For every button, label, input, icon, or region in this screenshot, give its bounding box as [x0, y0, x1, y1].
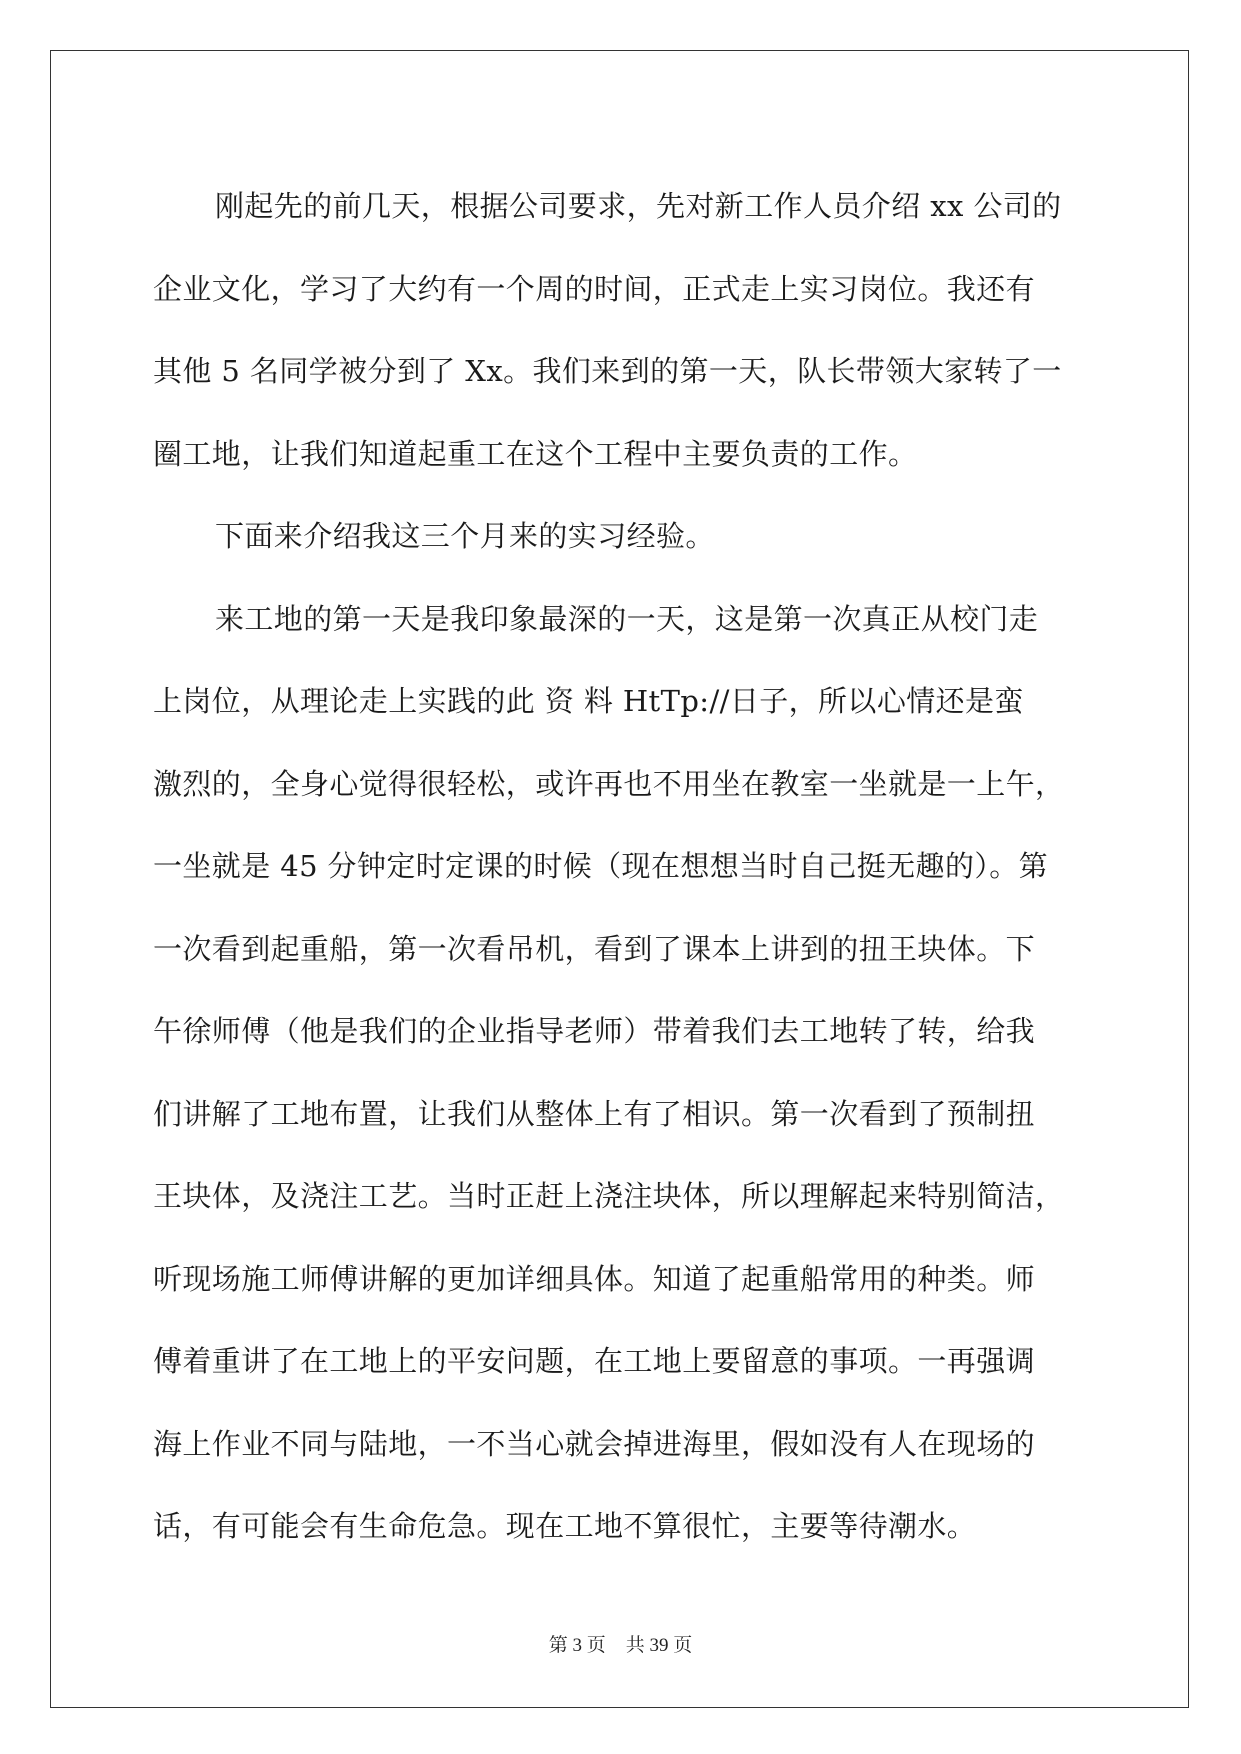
text-line: 圈工地，让我们知道起重工在这个工程中主要负责的工作。 [153, 436, 918, 471]
text-line: 来工地的第一天是我印象最深的一天，这是第一次真正从校门走 [215, 601, 1039, 636]
page-total: 共 39 页 [625, 1635, 693, 1656]
text-line: 们讲解了工地布置，让我们从整体上有了相识。第一次看到了预制扭 [153, 1096, 1036, 1131]
text-line: 一坐就是 45 分钟定时定课的时候（现在想想当时自己挺无趣的）。第 [153, 849, 1049, 883]
text-line: 海上作业不同与陆地，一不当心就会掉进海里，假如没有人在现场的 [153, 1426, 1036, 1461]
text-line: 话，有可能会有生命危急。现在工地不算很忙，主要等待潮水。 [153, 1509, 977, 1543]
document-body [153, 165, 1113, 1568]
page-number: 第 3 页 [548, 1635, 606, 1656]
page-footer [0, 1630, 1241, 1657]
text-line: 上岗位，从理论走上实践的此 资 料 HtTp://日子，所以心情还是蛮 [153, 684, 1024, 718]
text-line: 一次看到起重船，第一次看吊机，看到了课本上讲到的扭王块体。下 [153, 931, 1036, 966]
text-line: 傅着重讲了在工地上的平安问题，在工地上要留意的事项。一再强调 [153, 1344, 1036, 1378]
paragraph-intro [153, 165, 1113, 495]
text-line: 听现场施工师傅讲解的更加详细具体。知道了起重船常用的种类。师 [153, 1261, 1036, 1296]
text-line: 下面来介绍我这三个月来的实习经验。 [215, 519, 715, 553]
text-line: 王块体，及浇注工艺。当时正赶上浇注块体，所以理解起来特别简洁， [153, 1179, 1065, 1213]
paragraph-first-day [153, 578, 1113, 1568]
text-line: 企业文化，学习了大约有一个周的时间，正式走上实习岗位。我还有 [153, 271, 1036, 306]
text-line: 刚起先的前几天，根据公司要求，先对新工作人员介绍 xx 公司的 [215, 189, 1062, 223]
text-line: 其他 5 名同学被分到了 Xx。我们来到的第一天，队长带领大家转了一 [153, 354, 1062, 388]
text-line: 激烈的，全身心觉得很轻松，或许再也不用坐在教室一坐就是一上午， [153, 766, 1065, 801]
text-line: 午徐师傅（他是我们的企业指导老师）带着我们去工地转了转，给我 [153, 1014, 1036, 1048]
paragraph-transition [153, 495, 1113, 578]
